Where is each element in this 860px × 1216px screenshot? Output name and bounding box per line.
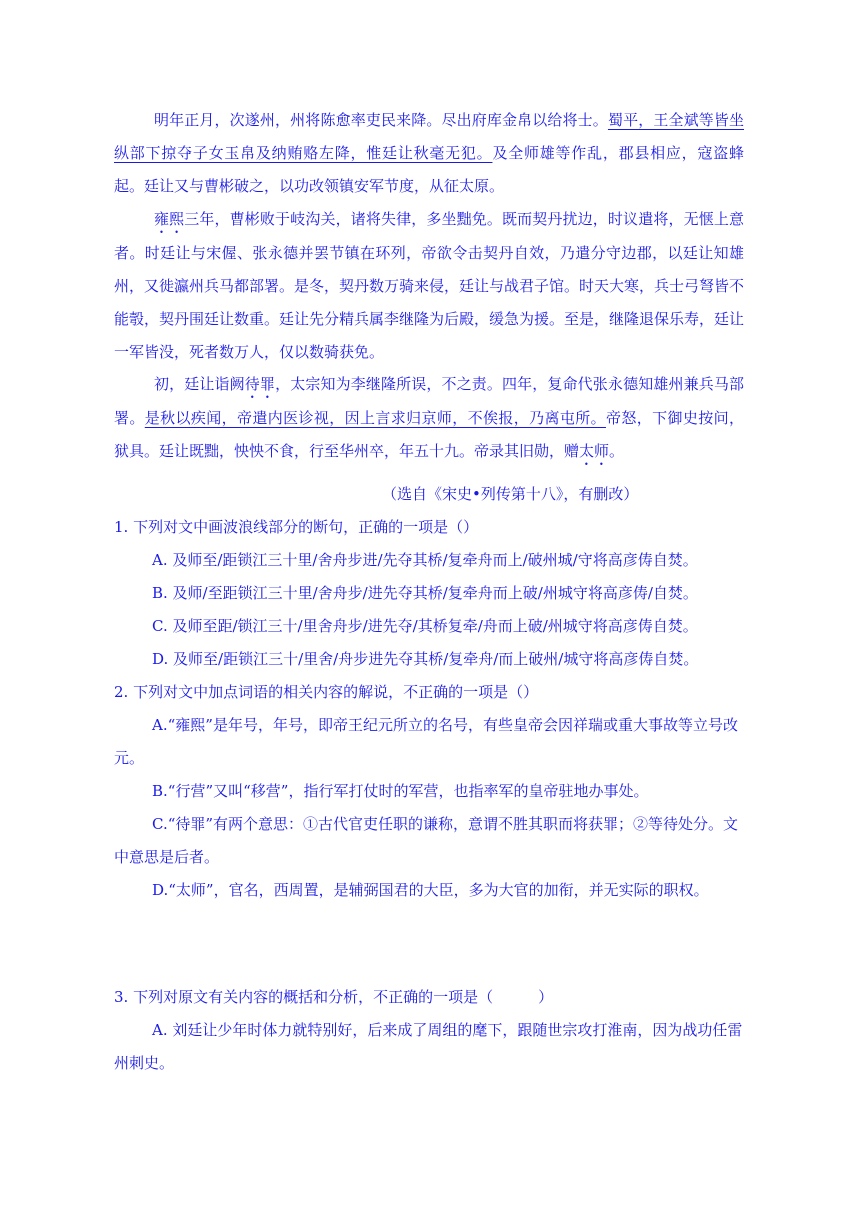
passage-text: 及全师雄等作乱，郡县相应，寇盗蜂起。廷让又与曹彬破之，以功改领镇安军节度，从征太原。 xyxy=(114,144,744,195)
question-1-option-a: A. 及师至/距锁江三十里/舍舟步进/先夺其桥/复牵舟而上/破州城/守将高彦俦自焚。 xyxy=(152,551,698,569)
passage-text: ，太宗知为李继隆所误，不之责。四年，复命代张永德知雄州兼兵马部署。 xyxy=(114,375,744,427)
passage-paragraph-2 xyxy=(114,203,744,369)
passage-paragraph-3 xyxy=(114,368,744,469)
question-2-option-a: A.“雍熙”是年号，年号，即帝王纪元所立的名号，有些皇帝会因祥瑞或重大事故等立号改元。 xyxy=(114,716,738,767)
underlined-sentence-1: 蜀平，王全斌等皆坐纵部下掠夺子女玉帛及纳贿赂左降，惟廷让秋毫无犯。 xyxy=(114,111,744,162)
underlined-sentence-2: 是秋以疾闻，帝遣内医诊视，因上言求归京师，不俟报，乃离屯所。 xyxy=(144,409,606,427)
question-1-option-c: C. 及师至距/锁江三十/里舍舟步/进先夺/其桥复牵/舟而上破/州城守将高彦俦自焚。 xyxy=(152,617,698,635)
passage-paragraph-1 xyxy=(114,104,744,203)
question-3-stem: 3. 下列对原文有关内容的概括和分析，不正确的一项是（ ） xyxy=(114,988,554,1006)
question-2-option-c: C.“待罪”有两个意思：①古代官吏任职的谦称，意谓不胜其职而将获罪；②等待处分。文中意思是后者。 xyxy=(114,815,739,866)
passage-text: 。 xyxy=(609,442,625,460)
question-2-option-b: B.“行营”又叫“移营”，指行军打仗时的军营，也指率军的皇帝驻地办事处。 xyxy=(152,782,649,800)
passage-text: 三年，曹彬败于岐沟关，诸将失律，多坐黜免。既而契丹扰边，时议遣将，无惬上意者。时廷让与宋偓、张永德并罢节镇在环列，帝欲令击契丹自效，乃遣分守边郡，以廷让知雄州，又徙瀛州兵马都部署。是冬，契丹数万骑来侵，廷让与战君子馆。时天大寒，兵士弓弩皆不能彀，契丹围廷让数重。廷让先分精兵属李继隆为后殿，缓急为援。至是，继隆退保乐寿，廷让一军皆没，死者数万人，仅以数骑获免。 xyxy=(114,210,745,361)
question-1-stem: 1. 下列对文中画波浪线部分的断句，正确的一项是（） xyxy=(114,518,479,536)
passage-text: 明年正月，次遂州，州将陈愈率吏民来降。尽出府库金帛以给将士。 xyxy=(154,111,608,129)
dotted-term-yongxi: 雍熙 xyxy=(154,210,185,228)
passage-text: 帝怒，下御史按问，狱具。廷让既黜，怏怏不食，行至华州卒，年五十九。帝录其旧勋，赠 xyxy=(114,409,744,460)
question-1-option-b: B. 及师/至距锁江三十里/舍舟步/进先夺其桥/复牵舟而上破/州城守将高彦俦/自焚。 xyxy=(152,584,698,602)
dotted-term-daizui: 待罪 xyxy=(244,375,276,393)
question-2-option-d: D.“太师”，官名，西周置，是辅弼国君的大臣，多为大官的加衔，并无实际的职权。 xyxy=(152,881,709,899)
passage-text: 初，廷让诣阙 xyxy=(154,375,245,393)
question-1-option-d: D. 及师至/距锁江三十/里舍/舟步进先夺其桥/复牵舟/而上破州/城守将高彦俦自焚。 xyxy=(152,650,699,668)
dotted-term-taishi: 太师 xyxy=(579,442,610,460)
question-3-option-a: A. 刘廷让少年时体力就特别好，后来成了周组的麾下，跟随世宗攻打淮南，因为战功任雷州刺史。 xyxy=(114,1021,743,1072)
source-citation: （选自《宋史•列传第十八》，有删改） xyxy=(382,485,639,503)
question-2-stem: 2. 下列对文中加点词语的相关内容的解说，不正确的一项是（） xyxy=(114,683,539,701)
